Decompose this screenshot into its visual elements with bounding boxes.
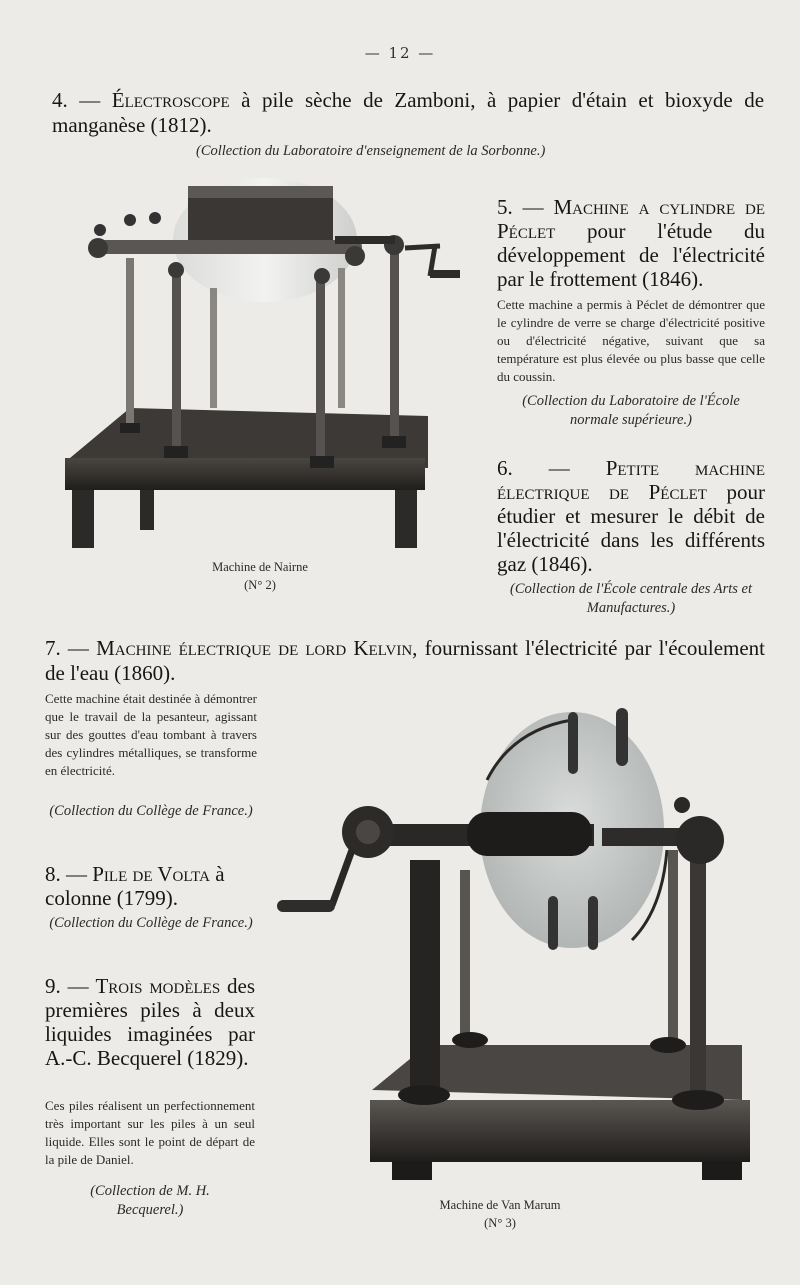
entry-9-description: Ces piles réalisent un perfectionnement très important sur les piles à un seul liquide. Elles sont le point de départ de la pile de Daniel. bbox=[45, 1098, 255, 1167]
entry-9-title: 9. — Trois modèles des premières piles à deux liquides imaginées par A.-C. Becquerel (1829). bbox=[45, 974, 256, 1070]
entry-5-collection: (Collection du Laboratoire de l'École normale supérieure.) bbox=[522, 393, 740, 428]
figure-nairne-number: (N° 2) bbox=[244, 578, 276, 592]
entry-4-collection: (Collection du Laboratoire d'enseignement de la Sorbonne.) bbox=[196, 143, 546, 159]
entry-5-title: 5. — Machine a cylindre de Péclet pour l'étude du développement de l'électricité par le frottement (1846). bbox=[497, 195, 766, 291]
photo-machine-de-van-marum bbox=[272, 700, 760, 1192]
entry-5-description: Cette machine a permis à Péclet de démontrer que le cylindre de verre se charge d'électricité positive ou d'électricité négative, suivant que sa température est plus élevée ou plus basse que celle du coussin. bbox=[497, 297, 765, 384]
entry-6-title: 6. — Petite machine électrique de Péclet pour étudier et mesurer le débit de l'électricité dans les différents gaz (1846). bbox=[497, 456, 766, 576]
entry-4-title: 4. — Électroscope à pile sèche de Zamboni, à papier d'étain et bioxyde de manganèse (1812). bbox=[52, 88, 765, 137]
entry-7-description: Cette machine était destinée à démontrer que le travail de la pesanteur, agissant sur des gouttes d'eau tombant à travers des cylindres métalliques, se transforme en électricité. bbox=[45, 691, 257, 778]
entry-8-collection: (Collection du Collège de France.) bbox=[49, 915, 253, 931]
entry-8-title: 8. — Pile de Volta à colonne (1799). bbox=[45, 862, 225, 910]
figure-vanmarum-caption bbox=[400, 1196, 600, 1232]
page-number: — 12 — bbox=[364, 44, 436, 62]
entry-7-collection: (Collection du Collège de France.) bbox=[49, 803, 253, 819]
entry-9-collection: (Collection de M. H. Becquerel.) bbox=[90, 1183, 210, 1218]
entry-6-collection: (Collection de l'École centrale des Arts et Manufactures.) bbox=[509, 581, 753, 616]
photo-machine-de-nairne bbox=[60, 178, 470, 556]
figure-vanmarum-title: Machine de Van Marum bbox=[439, 1198, 561, 1212]
entry-7-title: 7. — Machine électrique de lord Kelvin, fournissant l'électricité par l'écoulement de l'eau (1860). bbox=[45, 636, 766, 685]
figure-nairne-caption bbox=[140, 558, 380, 594]
figure-vanmarum-number: (N° 3) bbox=[484, 1216, 516, 1230]
figure-nairne-title: Machine de Nairne bbox=[212, 560, 308, 574]
